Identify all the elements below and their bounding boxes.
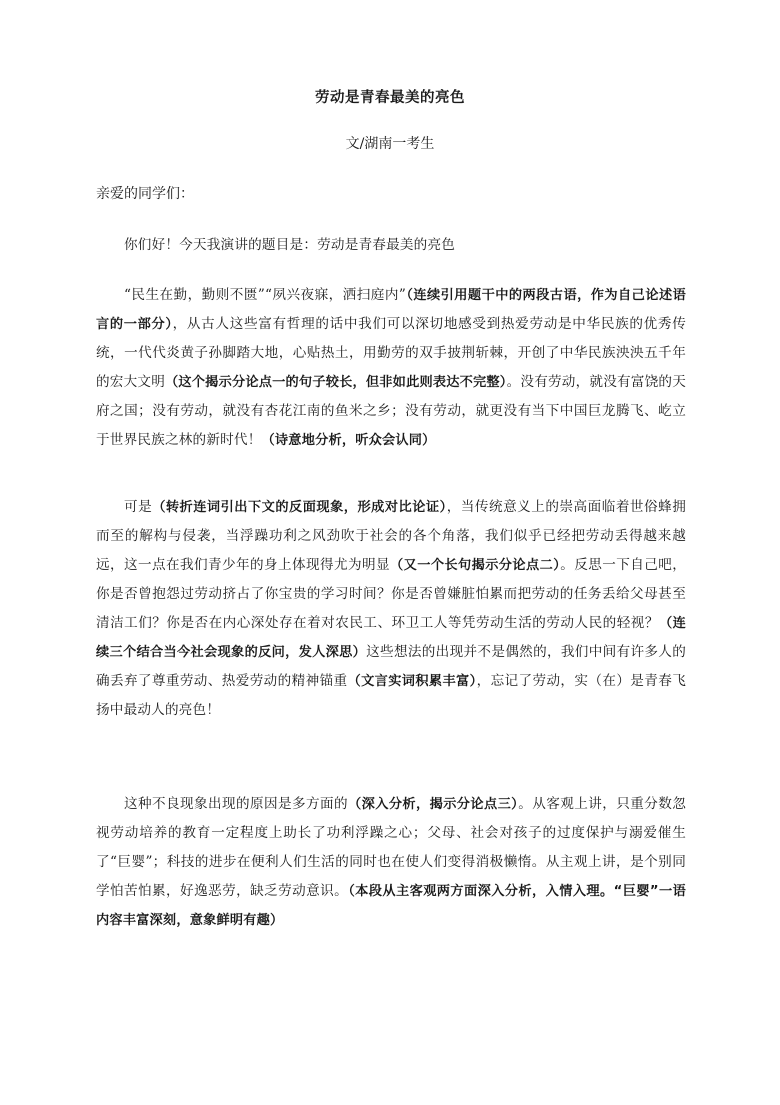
p3-text-1: 这种不良现象出现的原因是多方面的 [124, 796, 349, 812]
p3-text-2: 。从客观上讲，只重分数忽视劳动培养的教育一定程度上助长了功利浮躁之心；父母、社会对孩子的过度保护与溺爱催生了“巨婴”；科技的进步在便利人们生活的同时也在使人们变得消极懒惰。从主观上讲，是个别同学怕苦怕累，好逸恶劳，缺乏劳动意识。 [96, 796, 687, 899]
p1-text-1: “民生在勤，勤则不匮”“夙兴夜寐，洒扫庭内” [124, 287, 407, 303]
paragraph-1 [96, 281, 686, 455]
p2-text-3: 。反思一下自己吧，你是否曾抱怨过劳动挤占了你宝贵的学习时间？你是否曾嫌脏怕累而把劳动的任务丢给父母甚至清洁工们？你是否在内心深处存在着对农民工、环卫工人等凭劳动生活的劳动人民的轻视？ [96, 557, 686, 631]
greeting: 亲爱的同学们： [96, 186, 194, 202]
p2-annotation-4: （文言实词积累丰富） [347, 674, 477, 689]
p3-annotation-1: （深入分析，揭示分论点三） [348, 797, 519, 812]
p1-annotation-2: （这个揭示分论点一的句子较长，但非如此则表达不完整） [165, 375, 507, 390]
document-author: 文/湖南一考生 [345, 136, 435, 152]
intro-text: 你们好！今天我演讲的题目是：劳动是青春最美的亮色 [124, 237, 456, 253]
p2-annotation-1: （转折连词引出下文的反面现象，形成对比论证） [152, 500, 447, 515]
paragraph-2 [96, 493, 686, 725]
p2-annotation-3: （连续三个结合当今社会现象的反问，发人深思） [96, 616, 686, 660]
p1-text-2: ，从古人这些富有哲理的话中我们可以深切地感受到热爱劳动是中华民族的优秀传统，一代代炎黄子孙脚踏大地，心贴热土，用勤劳的双手披荆斩棘，开创了中华民族泱泱五千年的宏大文明 [96, 316, 686, 390]
p2-text-2: ，当传统意义上的崇高面临着世俗蜂拥而至的解构与侵袭，当浮躁功利之风劲吹于社会的各个角落，我们似乎已经把劳动丢得越来越远，这一点在我们青少年的身上体现得尤为明显 [96, 499, 686, 573]
p2-text-1: 可是 [124, 499, 153, 515]
intro-paragraph [96, 231, 686, 260]
p1-text-3: 。没有劳动，就没有富饶的天府之国；没有劳动，就没有杏花江南的鱼米之乡；没有劳动，就更没有当下中国巨龙腾飞、屹立于世界民族之林的新时代！ [96, 374, 686, 448]
p1-annotation-3: （诗意地分析，听众会认同） [261, 433, 436, 448]
p2-annotation-2: （又一个长句揭示分论点二） [390, 558, 561, 573]
p2-text-4: 这些想法的出现并不是偶然的，我们中间有许多人的确丢弃了尊重劳动、热爱劳动的精神锚重 [96, 644, 686, 689]
p2-text-5: ，忘记了劳动，实（在）是青春飞扬中最动人的亮色！ [96, 673, 687, 718]
document-title: 劳动是青春最美的亮色 [315, 90, 465, 106]
paragraph-3 [96, 790, 686, 935]
p3-annotation-2: （本段从主客观两方面深入分析，入情入理。“巨婴”一语内容丰富深刻，意象鲜明有趣） [96, 884, 686, 928]
p1-annotation-1: （连续引用题干中的两段古语，作为自己论述语言的一部分） [96, 288, 686, 332]
